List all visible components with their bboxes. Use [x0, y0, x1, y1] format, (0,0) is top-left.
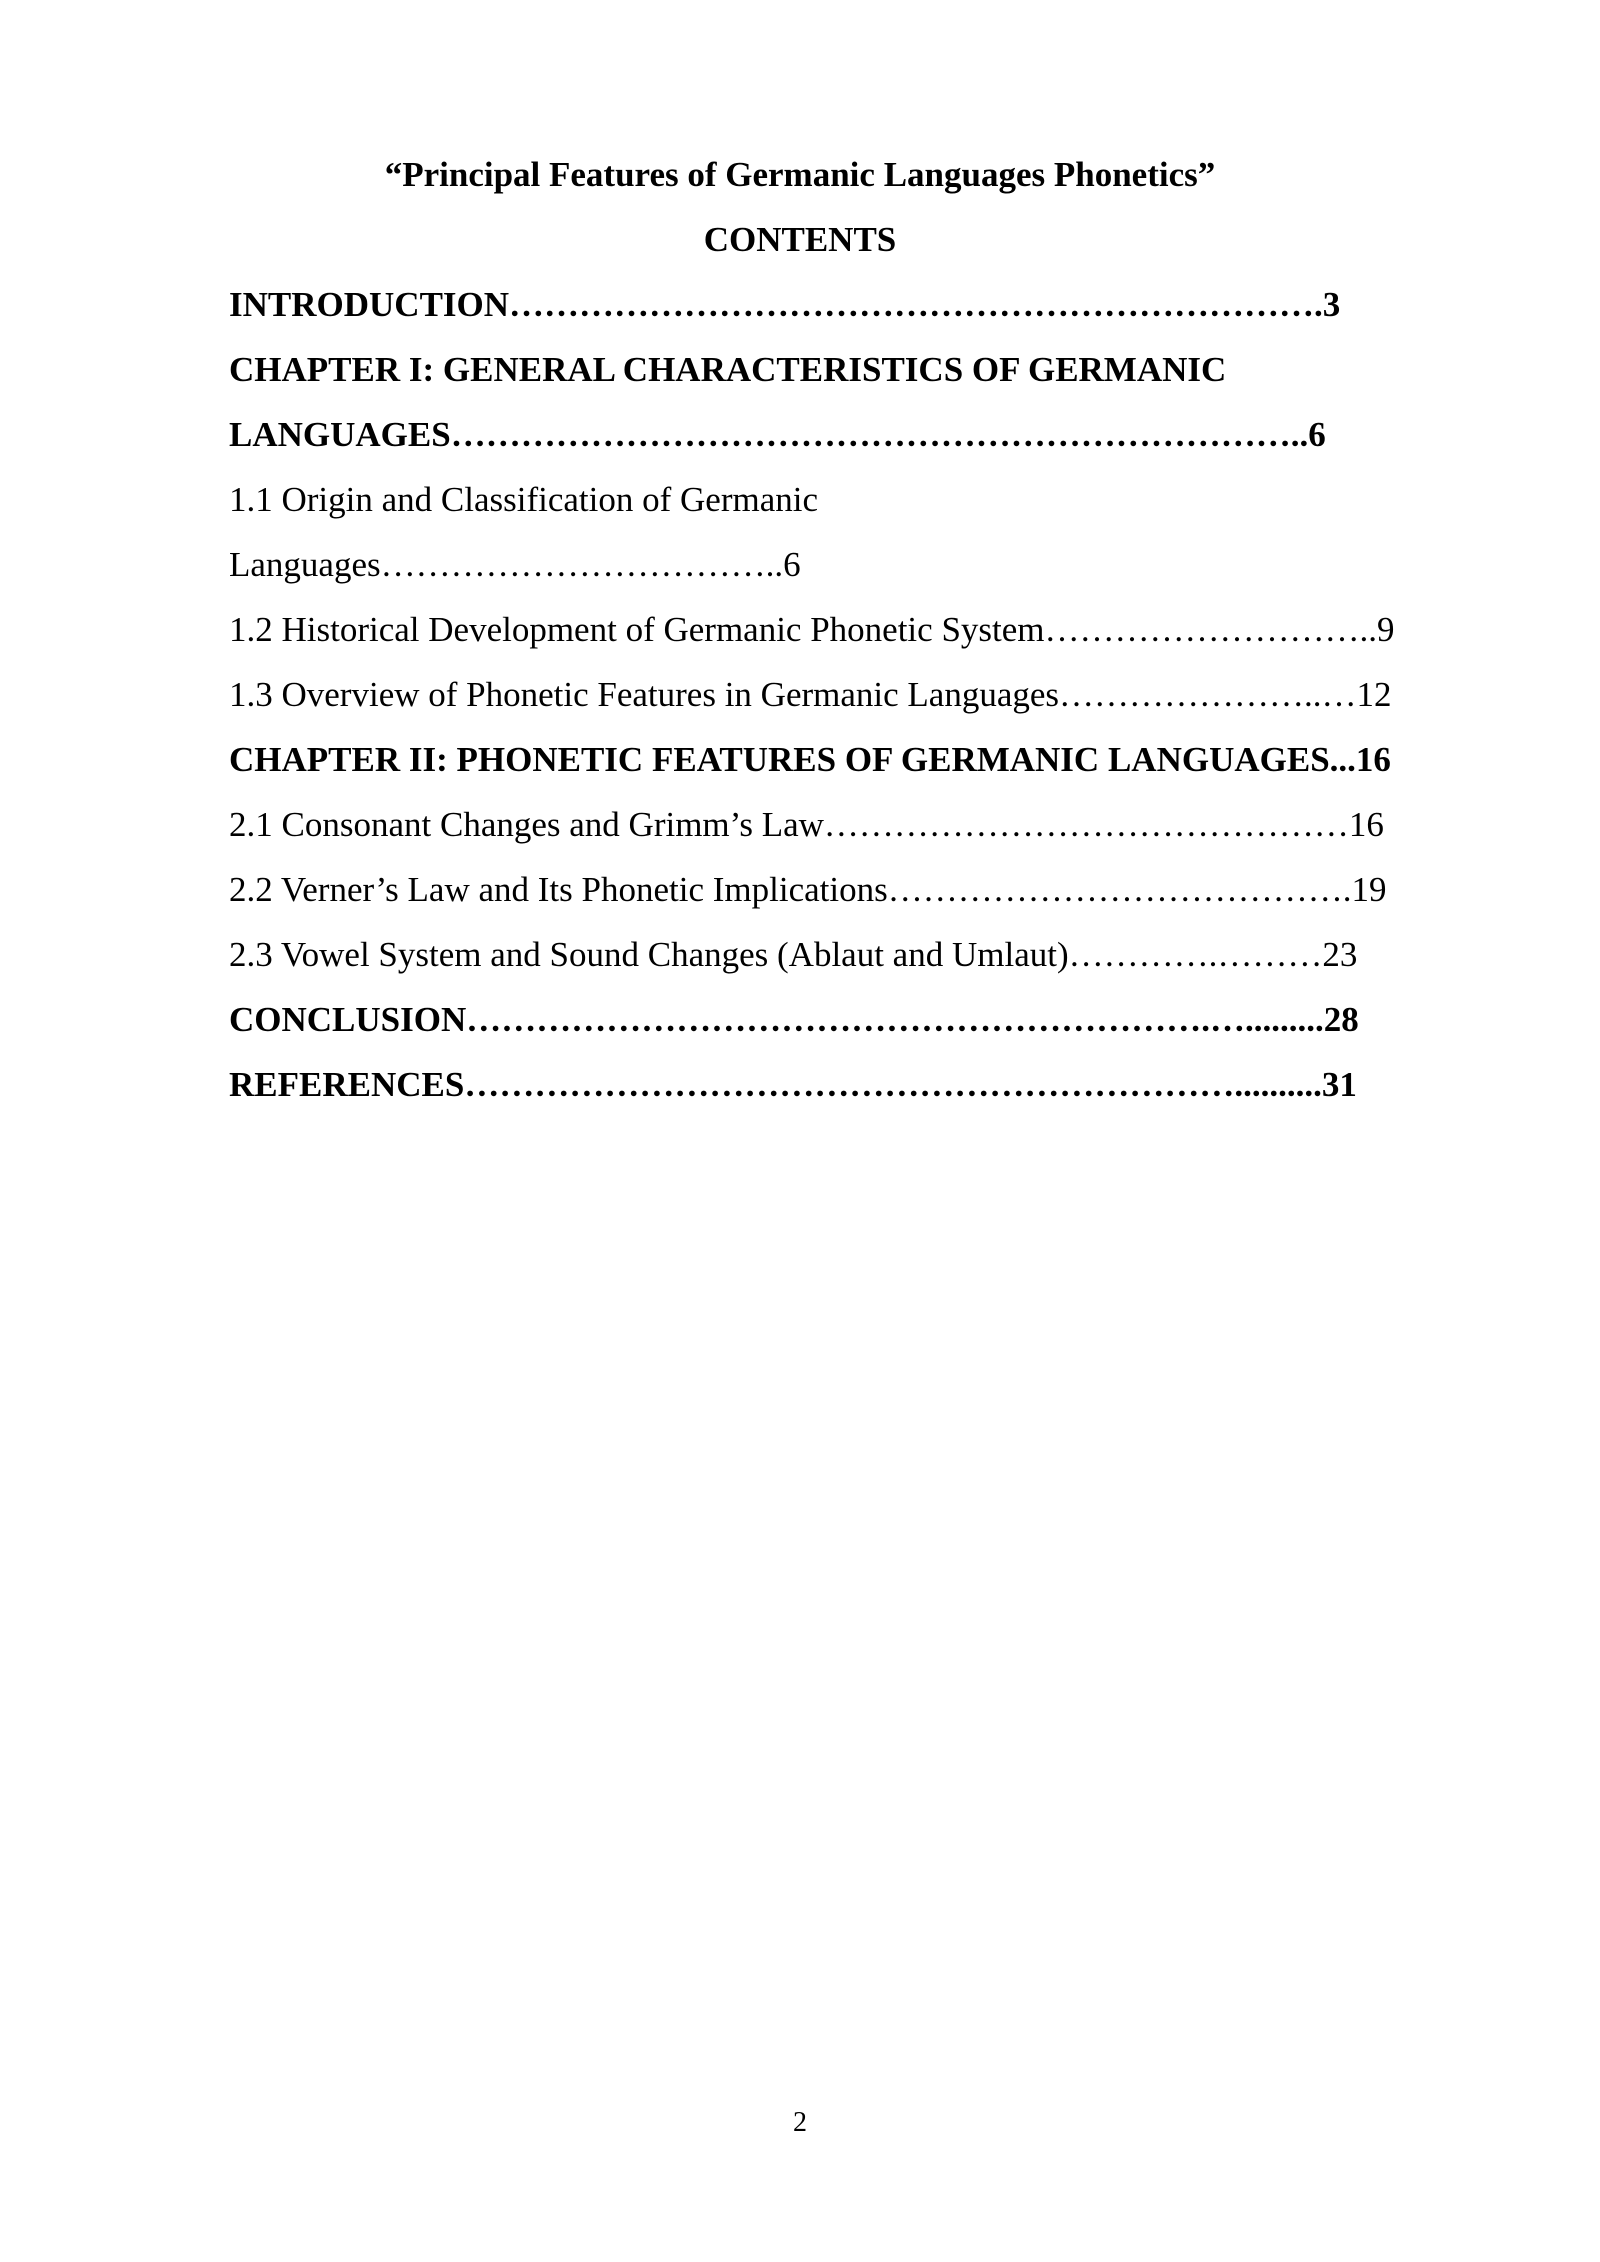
toc-entry-references: REFERENCES…………………………………………………………..........31 — [229, 1065, 1357, 1104]
toc-entry-1-1-line-2: Languages……………………………..6 — [229, 545, 801, 584]
toc-entry-chapter-1-line-1: CHAPTER I: GENERAL CHARACTERISTICS OF GERMANIC — [229, 350, 1227, 389]
toc-entry-2-2: 2.2 Verner’s Law and Its Phonetic Implications………………………………….19 — [229, 870, 1387, 909]
page-number: 2 — [793, 2107, 807, 2138]
contents-heading: CONTENTS — [703, 220, 897, 259]
toc-entry-introduction: INTRODUCTION…………………………………………………………….3 — [229, 285, 1341, 324]
toc-entry-chapter-2: CHAPTER II: PHONETIC FEATURES OF GERMANIC LANGUAGES...16 — [229, 740, 1391, 779]
toc-entry-2-1: 2.1 Consonant Changes and Grimm’s Law………………………………………16 — [229, 805, 1384, 844]
toc-entry-1-2: 1.2 Historical Development of Germanic Phonetic System………………………..9 — [229, 610, 1395, 649]
document-title: “Principal Features of Germanic Languages Phonetics” — [384, 155, 1216, 194]
toc-entry-1-3: 1.3 Overview of Phonetic Features in Germanic Languages…………………..…12 — [229, 675, 1392, 714]
toc-entry-1-1-line-1: 1.1 Origin and Classification of Germanic — [229, 480, 819, 519]
toc-entry-chapter-1-line-2: LANGUAGES………………………………………………………………..6 — [229, 415, 1326, 454]
toc-entry-conclusion: CONCLUSION……………………………………………………….….........28 — [229, 1000, 1359, 1039]
toc-entry-2-3: 2.3 Vowel System and Sound Changes (Ablaut and Umlaut)………….………23 — [229, 935, 1358, 974]
table-of-contents — [229, 282, 1529, 1127]
